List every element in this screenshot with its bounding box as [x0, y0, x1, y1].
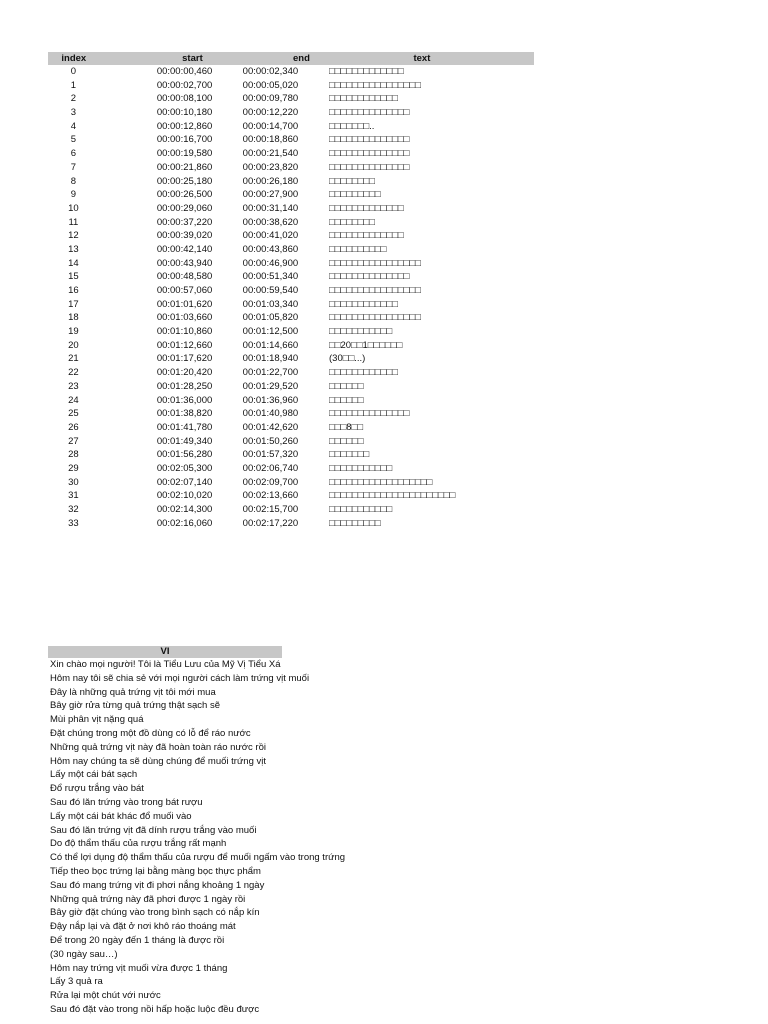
cell-text: □□□□□□□□□□□: [329, 504, 393, 515]
cell-start: 00:00:39,020: [156, 230, 213, 242]
vi-line: Lấy một cái bát khác đổ muối vào: [50, 810, 192, 822]
cell-index: 15: [68, 271, 79, 283]
cell-start: 00:00:26,500: [156, 189, 213, 201]
table-row: [48, 489, 534, 503]
table-row: [48, 421, 534, 435]
cell-index: 1: [70, 79, 77, 91]
vi-line: Sau đó đặt vào trong nồi hấp hoặc luộc đều được: [50, 1003, 260, 1015]
vi-line: Đặt chúng trong một đồ dùng có lỗ để ráo nước: [50, 727, 251, 739]
vi-line: Sau đó lăn trứng vào trong bát rượu: [50, 796, 203, 808]
cell-text: □□□□□□□□□□□□□□□□: [329, 79, 421, 91]
cell-text: □□□□□□□□□□□□□□: [329, 271, 410, 283]
cell-index: 27: [68, 435, 79, 447]
cell-index: 23: [68, 380, 79, 392]
cell-text: □□□□□□□□□□□□□□□□□□□□□□: [329, 490, 456, 502]
table-row: [48, 202, 534, 216]
cell-end: 00:01:29,520: [242, 380, 299, 392]
cell-index: 17: [68, 298, 79, 310]
vi-line: Tiếp theo bọc trứng lại bằng màng bọc thực phẩm: [50, 865, 261, 877]
table-row: [48, 188, 534, 202]
cell-text: □□□□□□□□□□□□□□: [329, 148, 410, 160]
cell-index: 26: [68, 421, 79, 433]
cell-end: 00:00:43,860: [242, 243, 299, 255]
cell-start: 00:01:36,000: [156, 394, 213, 406]
table-row: [48, 517, 534, 531]
table-row: [48, 503, 534, 517]
table-row: [48, 394, 534, 408]
cell-index: 6: [70, 148, 77, 160]
vi-line: Có thể lợi dụng độ thẩm thấu của rượu để muối ngấm vào trong trứng: [50, 852, 346, 864]
cell-end: 00:00:09,780: [242, 93, 299, 105]
table-row: [48, 448, 534, 462]
table-header-row: [48, 52, 534, 65]
cell-end: 00:00:05,020: [242, 79, 299, 91]
cell-text: □□20□□1□□□□□□: [329, 339, 403, 351]
header-index: index: [61, 53, 87, 64]
cell-index: 25: [68, 408, 79, 420]
cell-start: 00:01:17,620: [156, 353, 213, 365]
cell-start: 00:01:12,660: [156, 339, 213, 351]
cell-start: 00:01:56,280: [156, 449, 213, 461]
cell-text: □□□□□□□□□□□□: [329, 298, 398, 310]
cell-index: 33: [68, 517, 79, 529]
vi-line: Sau đó lăn trứng vịt đã dính rượu trắng vào muối: [50, 824, 257, 836]
cell-start: 00:00:42,140: [156, 243, 213, 255]
cell-end: 00:01:57,320: [242, 449, 299, 461]
table-row: [48, 352, 534, 366]
cell-text: □□□□□□□□□□□□□□□□: [329, 257, 421, 269]
vi-line: Bây giờ rửa từng quả trứng thật sạch sẽ: [50, 700, 221, 712]
cell-index: 19: [68, 326, 79, 338]
cell-index: 4: [70, 120, 77, 132]
cell-start: 00:00:10,180: [156, 107, 213, 119]
cell-text: □□□□□□: [329, 394, 364, 406]
cell-text: □□□□□□□□□: [329, 189, 381, 201]
cell-end: 00:00:21,540: [242, 148, 299, 160]
cell-start: 00:00:19,580: [156, 148, 213, 160]
cell-end: 00:00:18,860: [242, 134, 299, 146]
cell-start: 00:00:02,700: [156, 79, 213, 91]
cell-index: 11: [68, 216, 79, 228]
table-row: [48, 229, 534, 243]
cell-text: □□□□□□□□□□□□□□□□: [329, 312, 421, 324]
cell-end: 00:02:13,660: [242, 490, 299, 502]
cell-index: 14: [68, 257, 79, 269]
cell-start: 00:01:20,420: [156, 367, 213, 379]
table-row: [48, 79, 534, 93]
cell-index: 9: [70, 189, 77, 201]
table-row: [48, 92, 534, 106]
cell-end: 00:02:15,700: [242, 504, 299, 515]
cell-end: 00:01:50,260: [242, 435, 299, 447]
header-end: end: [293, 53, 310, 64]
cell-text: □□□□□□□□□□□□□: [329, 202, 404, 214]
vi-line: Lấy một cái bát sạch: [50, 769, 138, 781]
cell-start: 00:02:16,060: [156, 517, 213, 529]
cell-index: 7: [70, 161, 77, 173]
cell-text: □□□□□□□□□□□□: [329, 93, 398, 105]
cell-index: 2: [70, 93, 77, 105]
table-row: [48, 298, 534, 312]
cell-text: □□□□□□□□□□□: [329, 462, 393, 474]
cell-end: 00:01:14,660: [242, 339, 299, 351]
vi-section: [48, 646, 368, 1017]
table-row: [48, 133, 534, 147]
cell-start: 00:01:03,660: [156, 312, 213, 324]
cell-index: 32: [68, 504, 79, 515]
cell-index: 0: [70, 66, 77, 77]
cell-start: 00:02:14,300: [156, 504, 213, 515]
cell-text: □□□□□□□□□□□□□□□□□□: [329, 476, 433, 488]
cell-end: 00:00:12,220: [242, 107, 299, 119]
cell-end: 00:00:02,340: [242, 66, 299, 77]
vi-line: Đây là những quả trứng vịt tôi mới mua: [50, 686, 216, 698]
cell-end: 00:00:23,820: [242, 161, 299, 173]
cell-index: 13: [68, 243, 79, 255]
cell-end: 00:02:06,740: [242, 462, 299, 474]
cell-end: 00:00:38,620: [242, 216, 299, 228]
cell-text: □□□□□□□□□□□□□□: [329, 107, 410, 119]
cell-end: 00:01:40,980: [242, 408, 299, 420]
vi-line: Xin chào mọi người! Tôi là Tiểu Lưu của Mỹ Vị Tiểu Xá: [50, 659, 281, 670]
cell-index: 24: [68, 394, 79, 406]
table-row: [48, 243, 534, 257]
table-row: [48, 175, 534, 189]
table-row: [48, 339, 534, 353]
table-row: [48, 366, 534, 380]
vi-line: Rửa lại một chút với nước: [50, 990, 161, 1002]
table-row: [48, 270, 534, 284]
table-row: [48, 65, 534, 79]
vi-header: VI: [48, 646, 282, 658]
cell-text: □□□□□□□: [329, 449, 370, 461]
cell-text: □□□□□□□□: [329, 216, 375, 228]
cell-start: 00:02:07,140: [156, 476, 213, 488]
cell-start: 00:00:21,860: [156, 161, 213, 173]
cell-end: 00:02:09,700: [242, 476, 299, 488]
cell-text: □□□□□□: [329, 435, 364, 447]
cell-end: 00:01:18,940: [242, 353, 299, 365]
cell-index: 10: [68, 202, 79, 214]
cell-start: 00:00:25,180: [156, 175, 213, 187]
cell-index: 5: [70, 134, 77, 146]
cell-end: 00:01:22,700: [242, 367, 299, 379]
vi-line: Lấy 3 quả ra: [50, 976, 103, 988]
header-text: text: [413, 53, 431, 64]
table-row: [48, 311, 534, 325]
cell-end: 00:01:36,960: [242, 394, 299, 406]
cell-start: 00:02:10,020: [156, 490, 213, 502]
cell-text: □□□□□□□□□□□□□: [329, 230, 404, 242]
table-row: [48, 407, 534, 421]
header-start: start: [182, 53, 203, 64]
cell-text: □□□□□□□□□□□□□: [329, 66, 404, 77]
cell-end: 00:01:03,340: [242, 298, 299, 310]
cell-start: 00:01:38,820: [156, 408, 213, 420]
cell-text: □□□□□□□□□□□□□□: [329, 161, 410, 173]
cell-text: (30□□...): [329, 353, 366, 365]
cell-start: 00:00:43,940: [156, 257, 213, 269]
vi-line: Hôm nay trứng vịt muối vừa được 1 tháng: [50, 962, 228, 974]
vi-line: Để trong 20 ngày đến 1 tháng là được rồi: [50, 934, 225, 946]
cell-text: □□□□□□□□□□□: [329, 326, 393, 338]
vi-line: Hôm nay chúng ta sẽ dùng chúng để muối trứng vịt: [50, 755, 267, 767]
cell-text: □□□□□□□□□□□□□□□□: [329, 285, 421, 296]
table-row: [48, 325, 534, 339]
vi-list: [48, 658, 368, 1017]
cell-start: 00:00:00,460: [156, 66, 213, 77]
cell-text: □□□□□□□□□□□□□□: [329, 408, 410, 420]
vi-line: Những quả trứng này đã phơi được 1 ngày rồi: [50, 893, 246, 905]
cell-index: 31: [68, 490, 79, 502]
cell-start: 00:01:10,860: [156, 326, 213, 338]
table-row: [48, 284, 534, 298]
cell-start: 00:00:08,100: [156, 93, 213, 105]
table-row: [48, 106, 534, 120]
cell-text: □□□□□□: [329, 380, 364, 392]
table-body: [48, 65, 534, 530]
vi-line: Do độ thẩm thấu của rượu trắng rất mạnh: [50, 838, 227, 850]
cell-start: 00:00:12,860: [156, 120, 213, 132]
cell-index: 8: [70, 175, 77, 187]
cell-end: 00:00:26,180: [242, 175, 299, 187]
cell-start: 00:01:41,780: [156, 421, 213, 433]
cell-end: 00:00:27,900: [242, 189, 299, 201]
table-row: [48, 435, 534, 449]
cell-end: 00:00:51,340: [242, 271, 299, 283]
cell-end: 00:02:17,220: [242, 517, 299, 529]
cell-index: 16: [68, 285, 79, 296]
cell-start: 00:00:16,700: [156, 134, 213, 146]
cell-text: □□□□□□□□□□□□: [329, 367, 398, 379]
cell-text: □□□□□□□□□: [329, 517, 381, 529]
cell-end: 00:01:42,620: [242, 421, 299, 433]
cell-text: □□□□□□□□□□□□□□: [329, 134, 410, 146]
cell-start: 00:00:48,580: [156, 271, 213, 283]
cell-index: 3: [70, 107, 77, 119]
table-row: [48, 120, 534, 134]
cell-start: 00:01:01,620: [156, 298, 213, 310]
cell-start: 00:02:05,300: [156, 462, 213, 474]
cell-end: 00:00:59,540: [242, 285, 299, 296]
table-row: [48, 380, 534, 394]
vi-line: Bây giờ đặt chúng vào trong bình sạch có nắp kín: [50, 907, 260, 919]
vi-line: Hôm nay tôi sẽ chia sẻ với mọi người cách làm trứng vịt muối: [50, 672, 310, 684]
table-row: [48, 147, 534, 161]
cell-index: 30: [68, 476, 79, 488]
vi-line: Mùi phân vịt nặng quá: [50, 714, 144, 726]
table-row: [48, 462, 534, 476]
cell-start: 00:00:57,060: [156, 285, 213, 296]
cell-text: □□□8□□: [329, 421, 363, 433]
cell-start: 00:01:28,250: [156, 380, 213, 392]
vi-line: Sau đó mang trứng vịt đi phơi nắng khoảng 1 ngày: [50, 879, 265, 891]
cell-index: 21: [68, 353, 79, 365]
cell-start: 00:01:49,340: [156, 435, 213, 447]
vi-line: Những quả trứng vịt này đã hoàn toàn ráo nước rồi: [50, 741, 266, 753]
subtitle-table: [48, 52, 534, 530]
vi-line: Đổ rượu trắng vào bát: [50, 783, 144, 795]
cell-index: 22: [68, 367, 79, 379]
cell-end: 00:01:05,820: [242, 312, 299, 324]
cell-text: □□□□□□□□: [329, 175, 375, 187]
cell-index: 12: [68, 230, 79, 242]
cell-start: 00:00:29,060: [156, 202, 213, 214]
cell-index: 29: [68, 462, 79, 474]
cell-end: 00:00:14,700: [242, 120, 299, 132]
cell-end: 00:00:46,900: [242, 257, 299, 269]
table-row: [48, 216, 534, 230]
table-row: [48, 257, 534, 271]
cell-text: □□□□□□□□□□: [329, 243, 387, 255]
cell-start: 00:00:37,220: [156, 216, 213, 228]
vi-line: Đậy nắp lại và đặt ở nơi khô ráo thoáng mát: [50, 921, 236, 933]
table-row: [48, 161, 534, 175]
cell-end: 00:00:31,140: [242, 202, 299, 214]
cell-end: 00:01:12,500: [242, 326, 299, 338]
table-row: [48, 476, 534, 490]
cell-text: □□□□□□□..: [329, 120, 375, 132]
cell-index: 18: [68, 312, 79, 324]
cell-end: 00:00:41,020: [242, 230, 299, 242]
cell-index: 20: [68, 339, 79, 351]
cell-index: 28: [68, 449, 79, 461]
vi-line: (30 ngày sau…): [50, 948, 118, 960]
